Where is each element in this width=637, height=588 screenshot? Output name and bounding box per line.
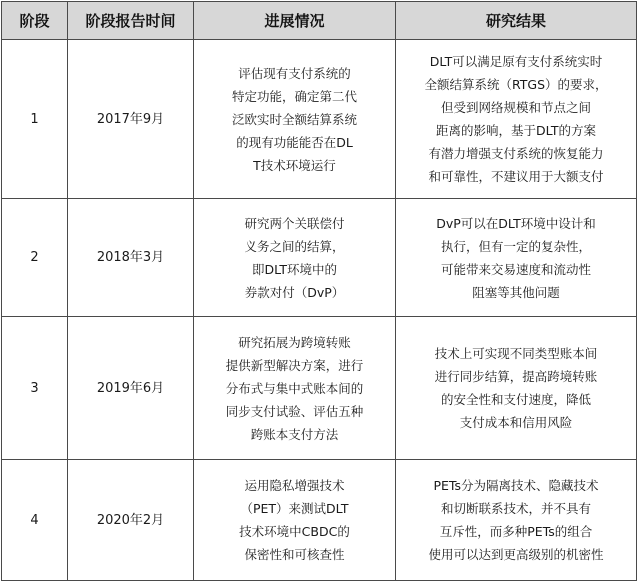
result-line: DvP可以在DLT环境中设计和 (436, 215, 596, 231)
progress-line: 特定功能，确定第二代 (231, 88, 357, 104)
progress-line: 即DLT环境中的 (251, 261, 337, 277)
progress-line: 的现有功能能否在DL (236, 134, 353, 150)
progress-cell (194, 40, 396, 199)
research-stages-table (1, 1, 637, 581)
progress-line: 同步支付试验、评估五种 (225, 403, 364, 419)
progress-cell (194, 317, 396, 460)
progress-line: 泛欧实时全额结算系统 (231, 111, 357, 127)
progress-line: （PET）来测试DLT (240, 501, 349, 516)
result-line: 全额结算系统（RTGS）的要求， (424, 77, 608, 92)
progress-line: 提供新型解决方案，进行 (225, 357, 364, 373)
stage-cell: 3 (2, 317, 68, 460)
date-cell: 2017年9月 (68, 40, 194, 199)
result-line: 使用可以达到更高级别的机密性 (428, 547, 604, 562)
result-line: 的安全性和支付速度，降低 (440, 392, 591, 407)
progress-line: 券款对付（DvP） (244, 284, 345, 300)
progress-line: 运用隐私增强技术 (244, 478, 345, 493)
result-cell (396, 40, 637, 199)
result-line: 和切断联系技术，并不具有 (440, 501, 591, 516)
result-line: 有潜力增强支付系统的恢复能力 (428, 146, 604, 161)
result-line: 距离的影响，基于DLT的方案 (435, 123, 596, 138)
result-line: PETs分为隔离技术、隐藏技术 (433, 478, 599, 493)
stage-cell: 4 (2, 460, 68, 581)
table-row (2, 317, 637, 460)
date-cell: 2018年3月 (68, 199, 194, 317)
result-line: 和可靠性，不建议用于大额支付 (428, 169, 604, 184)
progress-line: 评估现有支付系统的 (238, 65, 351, 81)
progress-cell (194, 199, 396, 317)
date-cell: 2019年6月 (68, 317, 194, 460)
header-stage: 阶段 (2, 2, 68, 40)
progress-line: 研究拓展为跨境转账 (238, 334, 351, 350)
progress-line: 保密性和可核查性 (244, 547, 345, 562)
result-line: 技术上可实现不同类型账本间 (434, 346, 598, 361)
table-row (2, 460, 637, 581)
progress-line: T技术环境运行 (253, 157, 336, 173)
result-cell (396, 199, 637, 317)
result-line: 互斥性，而多种PETs的组合 (439, 524, 593, 539)
result-line: 进行同步结算，提高跨境转账 (434, 369, 598, 384)
date-cell: 2020年2月 (68, 460, 194, 581)
header-result: 研究结果 (396, 2, 637, 40)
progress-line: 研究两个关联偿付 (244, 215, 345, 231)
result-line: 但受到网络规模和节点之间 (440, 100, 591, 115)
result-line: 执行，但有一定的复杂性， (440, 238, 591, 254)
result-cell (396, 317, 637, 460)
table-header-row (2, 2, 637, 40)
result-line: 支付成本和信用风险 (459, 415, 573, 430)
header-progress: 进展情况 (194, 2, 396, 40)
header-report-time: 阶段报告时间 (68, 2, 194, 40)
progress-line: 技术环境中CBDC的 (239, 524, 350, 539)
table-row (2, 40, 637, 199)
progress-line: 分布式与集中式账本间的 (225, 380, 364, 396)
stage-cell: 2 (2, 199, 68, 317)
result-line: 可能带来交易速度和流动性 (440, 261, 591, 277)
table-row (2, 199, 637, 317)
stage-cell: 1 (2, 40, 68, 199)
progress-line: 义务之间的结算， (244, 238, 345, 254)
result-line: 阻塞等其他问题 (472, 284, 560, 300)
progress-line: 跨账本支付方法 (250, 426, 339, 442)
progress-cell (194, 460, 396, 581)
result-line: DLT可以满足原有支付系统实时 (429, 54, 603, 69)
result-cell (396, 460, 637, 581)
